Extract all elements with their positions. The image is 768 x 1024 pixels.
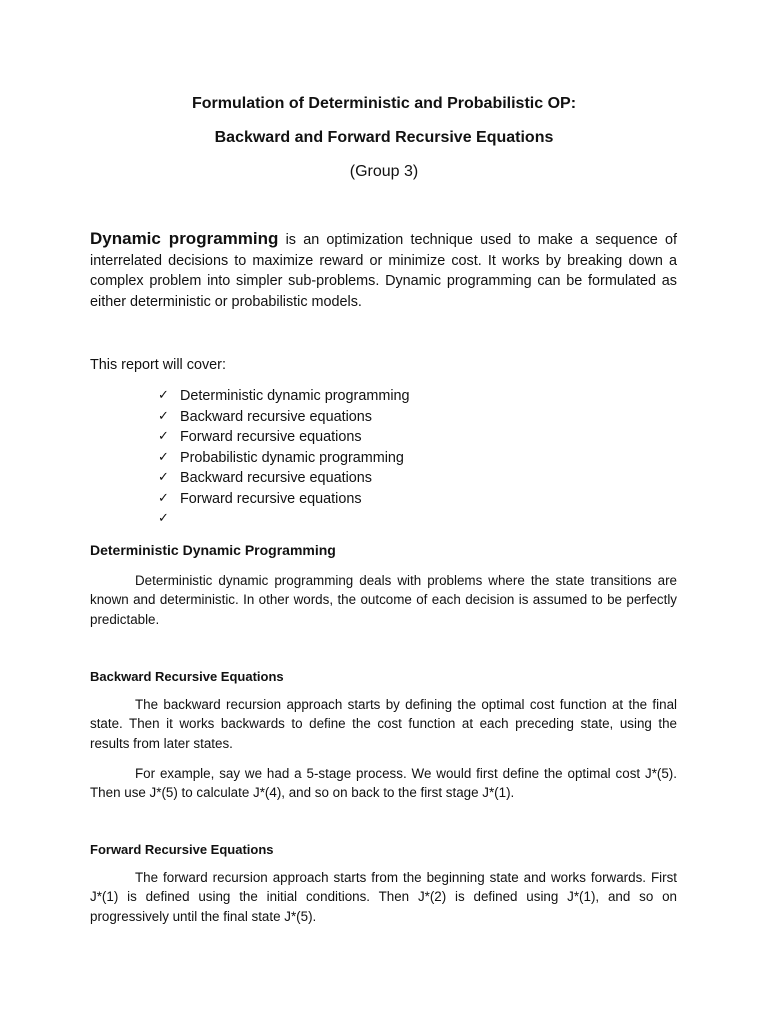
checklist-item	[158, 407, 410, 428]
intro-paragraph	[90, 229, 677, 312]
checkmark-icon: ✓	[158, 429, 169, 444]
checklist-item	[158, 468, 410, 489]
group-label: (Group 3)	[349, 163, 419, 180]
checklist-item	[158, 489, 410, 510]
checklist-item-label: Probabilistic dynamic programming	[180, 449, 404, 466]
checklist-item-label: Backward recursive equations	[180, 470, 372, 486]
report-cover-label: This report will cover:	[90, 357, 226, 373]
checklist-item	[158, 386, 410, 407]
intro-lead-term: Dynamic programming	[90, 229, 279, 248]
section-body-deterministic: Deterministic dynamic programming deals with problems where the state transitions are known and deterministic. In other words, the outcome of each decision is assumed to be perfectly predictable.	[90, 573, 677, 627]
checklist-item-label: Deterministic dynamic programming	[180, 388, 410, 404]
checkmark-icon: ✓	[158, 490, 169, 506]
checkmark-icon: ✓	[158, 511, 169, 526]
checklist-item	[158, 427, 410, 448]
document-title-line-1: Formulation of Deterministic and Probabilistic OP:	[191, 95, 577, 112]
checklist-item-label: Forward recursive equations	[180, 429, 362, 445]
checklist-item	[158, 448, 410, 469]
intro-text: is an optimization technique used to make a sequence of interrelated decisions to maximize reward or minimize cost. It works by breaking down a complex problem into simpler sub-problems. Dynamic programming can be formulated as either deterministic or probabilistic models.	[90, 232, 677, 310]
section-heading-deterministic: Deterministic Dynamic Programming	[90, 542, 336, 558]
section-heading-forward: Forward Recursive Equations	[90, 842, 274, 857]
checklist-item	[158, 509, 410, 530]
checklist-item-label: Forward recursive equations	[180, 490, 362, 507]
section-heading-backward: Backward Recursive Equations	[90, 669, 284, 684]
checkmark-icon: ✓	[158, 470, 169, 485]
checkmark-icon: ✓	[158, 408, 169, 424]
section-body-backward-2: For example, say we had a 5-stage process. We would first define the optimal cost J*(5). Then use J*(5) to calculate J*(4), and so on back to the first stage J*(1).	[90, 766, 677, 801]
report-checklist	[158, 386, 410, 530]
document-title-line-2: Backward and Forward Recursive Equations	[214, 129, 554, 146]
section-body-backward-1: The backward recursion approach starts by defining the optimal cost function at the final state. Then it works backwards to define the cost function at each preceding state, using the results from later states.	[90, 697, 677, 751]
checkmark-icon: ✓	[158, 449, 169, 465]
checkmark-icon: ✓	[158, 388, 169, 403]
checklist-item-label: Backward recursive equations	[180, 408, 372, 425]
section-body-forward: The forward recursion approach starts from the beginning state and works forwards. First J*(1) is defined using the initial conditions. Then J*(2) is defined using J*(1), and so on progressively until the final state J*(5).	[90, 870, 677, 924]
